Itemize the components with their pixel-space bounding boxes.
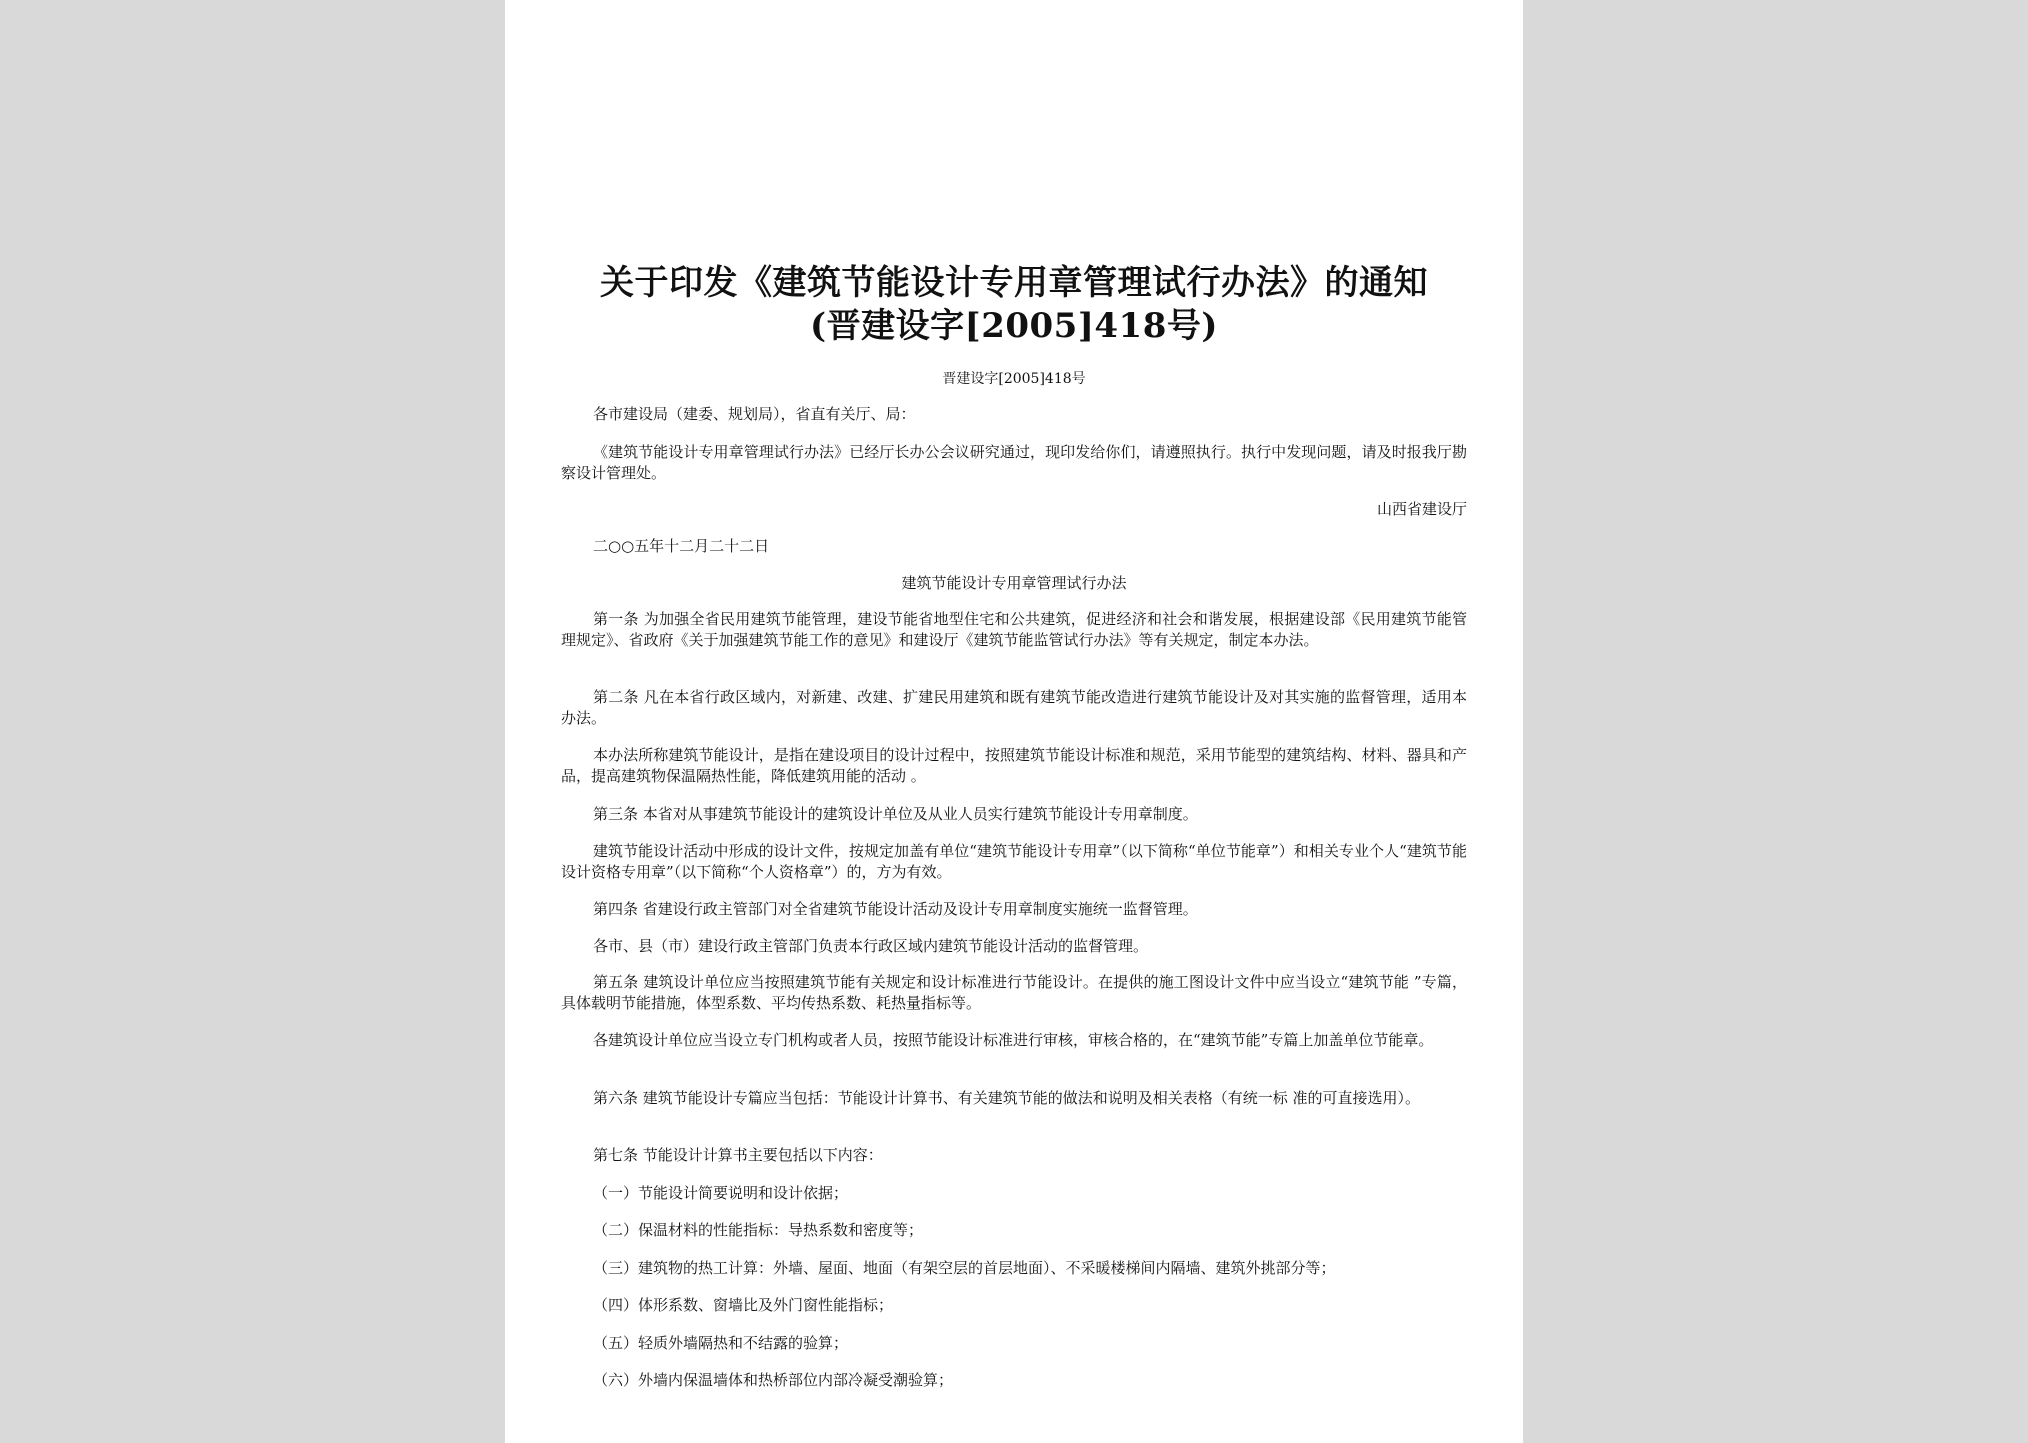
list-item-1: （一）节能设计简要说明和设计依据； [593, 1184, 849, 1202]
issuer: 山西省建设厅 [1376, 500, 1467, 518]
list-item-3: （三）建筑物的热工计算：外墙、屋面、地面（有架空层的首层地面）、不采暖楼梯间内隔墙、建筑外挑部分等； [593, 1259, 1336, 1277]
article-4: 第四条 省建设行政主管部门对全省建筑节能设计活动及设计专用章制度实施统一监督管理。 [593, 900, 1198, 918]
paragraph-definition: 本办法所称建筑节能设计，是指在建设项目的设计过程中，按照建筑节能设计标准和规范，采用节能型的建筑结构、材料、器具和产品，提高建筑物保温隔热性能，降低建筑用能的活动 。 [561, 746, 1467, 785]
list-item-6: （六）外墙内保温墙体和热桥部位内部冷凝受潮验算； [593, 1371, 954, 1389]
document-number: 晋建设字[2005]418号 [942, 371, 1086, 387]
paragraph-seal-validity: 建筑节能设计活动中形成的设计文件，按规定加盖有单位“建筑节能设计专用章”（以下简称“单位节能章”）和相关专业个人“建筑节能设计资格专用章”（以下简称“个人资格章”）的，方为有效。 [561, 842, 1467, 881]
document-title [561, 262, 1467, 348]
title-line-2: (晋建设字[2005]418号) [810, 306, 1218, 346]
article-5: 第五条 建筑设计单位应当按照建筑节能有关规定和设计标准进行节能设计。在提供的施工图设计文件中应当设立“建筑节能 ”专篇，具体载明节能措施，体型系数、平均传热系数、耗热量指标等。 [561, 973, 1467, 1012]
addressee: 各市建设局（建委、规划局），省直有关厅、局： [593, 405, 916, 423]
paragraph-local-supervision: 各市、县（市）建设行政主管部门负责本行政区域内建筑节能设计活动的监督管理。 [593, 937, 1149, 955]
article-1: 第一条 为加强全省民用建筑节能管理，建设节能省地型住宅和公共建筑，促进经济和社会和谐发展，根据建设部《民用建筑节能管理规定》、省政府《关于加强建筑节能工作的意见》和建设厅《建筑节能监管试行办法》等有关规定，制定本办法。 [561, 610, 1467, 649]
intro-paragraph: 《建筑节能设计专用章管理试行办法》已经厅长办公会议研究通过，现印发给你们，请遵照执行。执行中发现问题，请及时报我厅勘察设计管理处。 [561, 443, 1467, 482]
article-3: 第三条 本省对从事建筑节能设计的建筑设计单位及从业人员实行建筑节能设计专用章制度。 [593, 805, 1198, 823]
list-item-2: （二）保温材料的性能指标：导热系数和密度等； [593, 1221, 924, 1239]
regulation-subtitle: 建筑节能设计专用章管理试行办法 [901, 574, 1127, 592]
list-item-5: （五）轻质外墙隔热和不结露的验算； [593, 1334, 849, 1352]
document-page [505, 0, 1523, 1443]
article-7: 第七条 节能设计计算书主要包括以下内容： [593, 1146, 883, 1164]
list-item-4: （四）体形系数、窗墙比及外门窗性能指标； [593, 1296, 894, 1314]
article-6: 第六条 建筑节能设计专篇应当包括：节能设计计算书、有关建筑节能的做法和说明及相关表格（有统一标 准的可直接选用）。 [593, 1089, 1421, 1107]
title-line-1: 关于印发《建筑节能设计专用章管理试行办法》的通知 [600, 263, 1428, 303]
paragraph-review: 各建筑设计单位应当设立专门机构或者人员，按照节能设计标准进行审核，审核合格的，在“建筑节能”专篇上加盖单位节能章。 [593, 1031, 1434, 1049]
article-2: 第二条 凡在本省行政区域内，对新建、改建、扩建民用建筑和既有建筑节能改造进行建筑节能设计及对其实施的监督管理，适用本办法。 [561, 688, 1467, 727]
issue-date: 二○○五年十二月二十二日 [593, 537, 770, 555]
